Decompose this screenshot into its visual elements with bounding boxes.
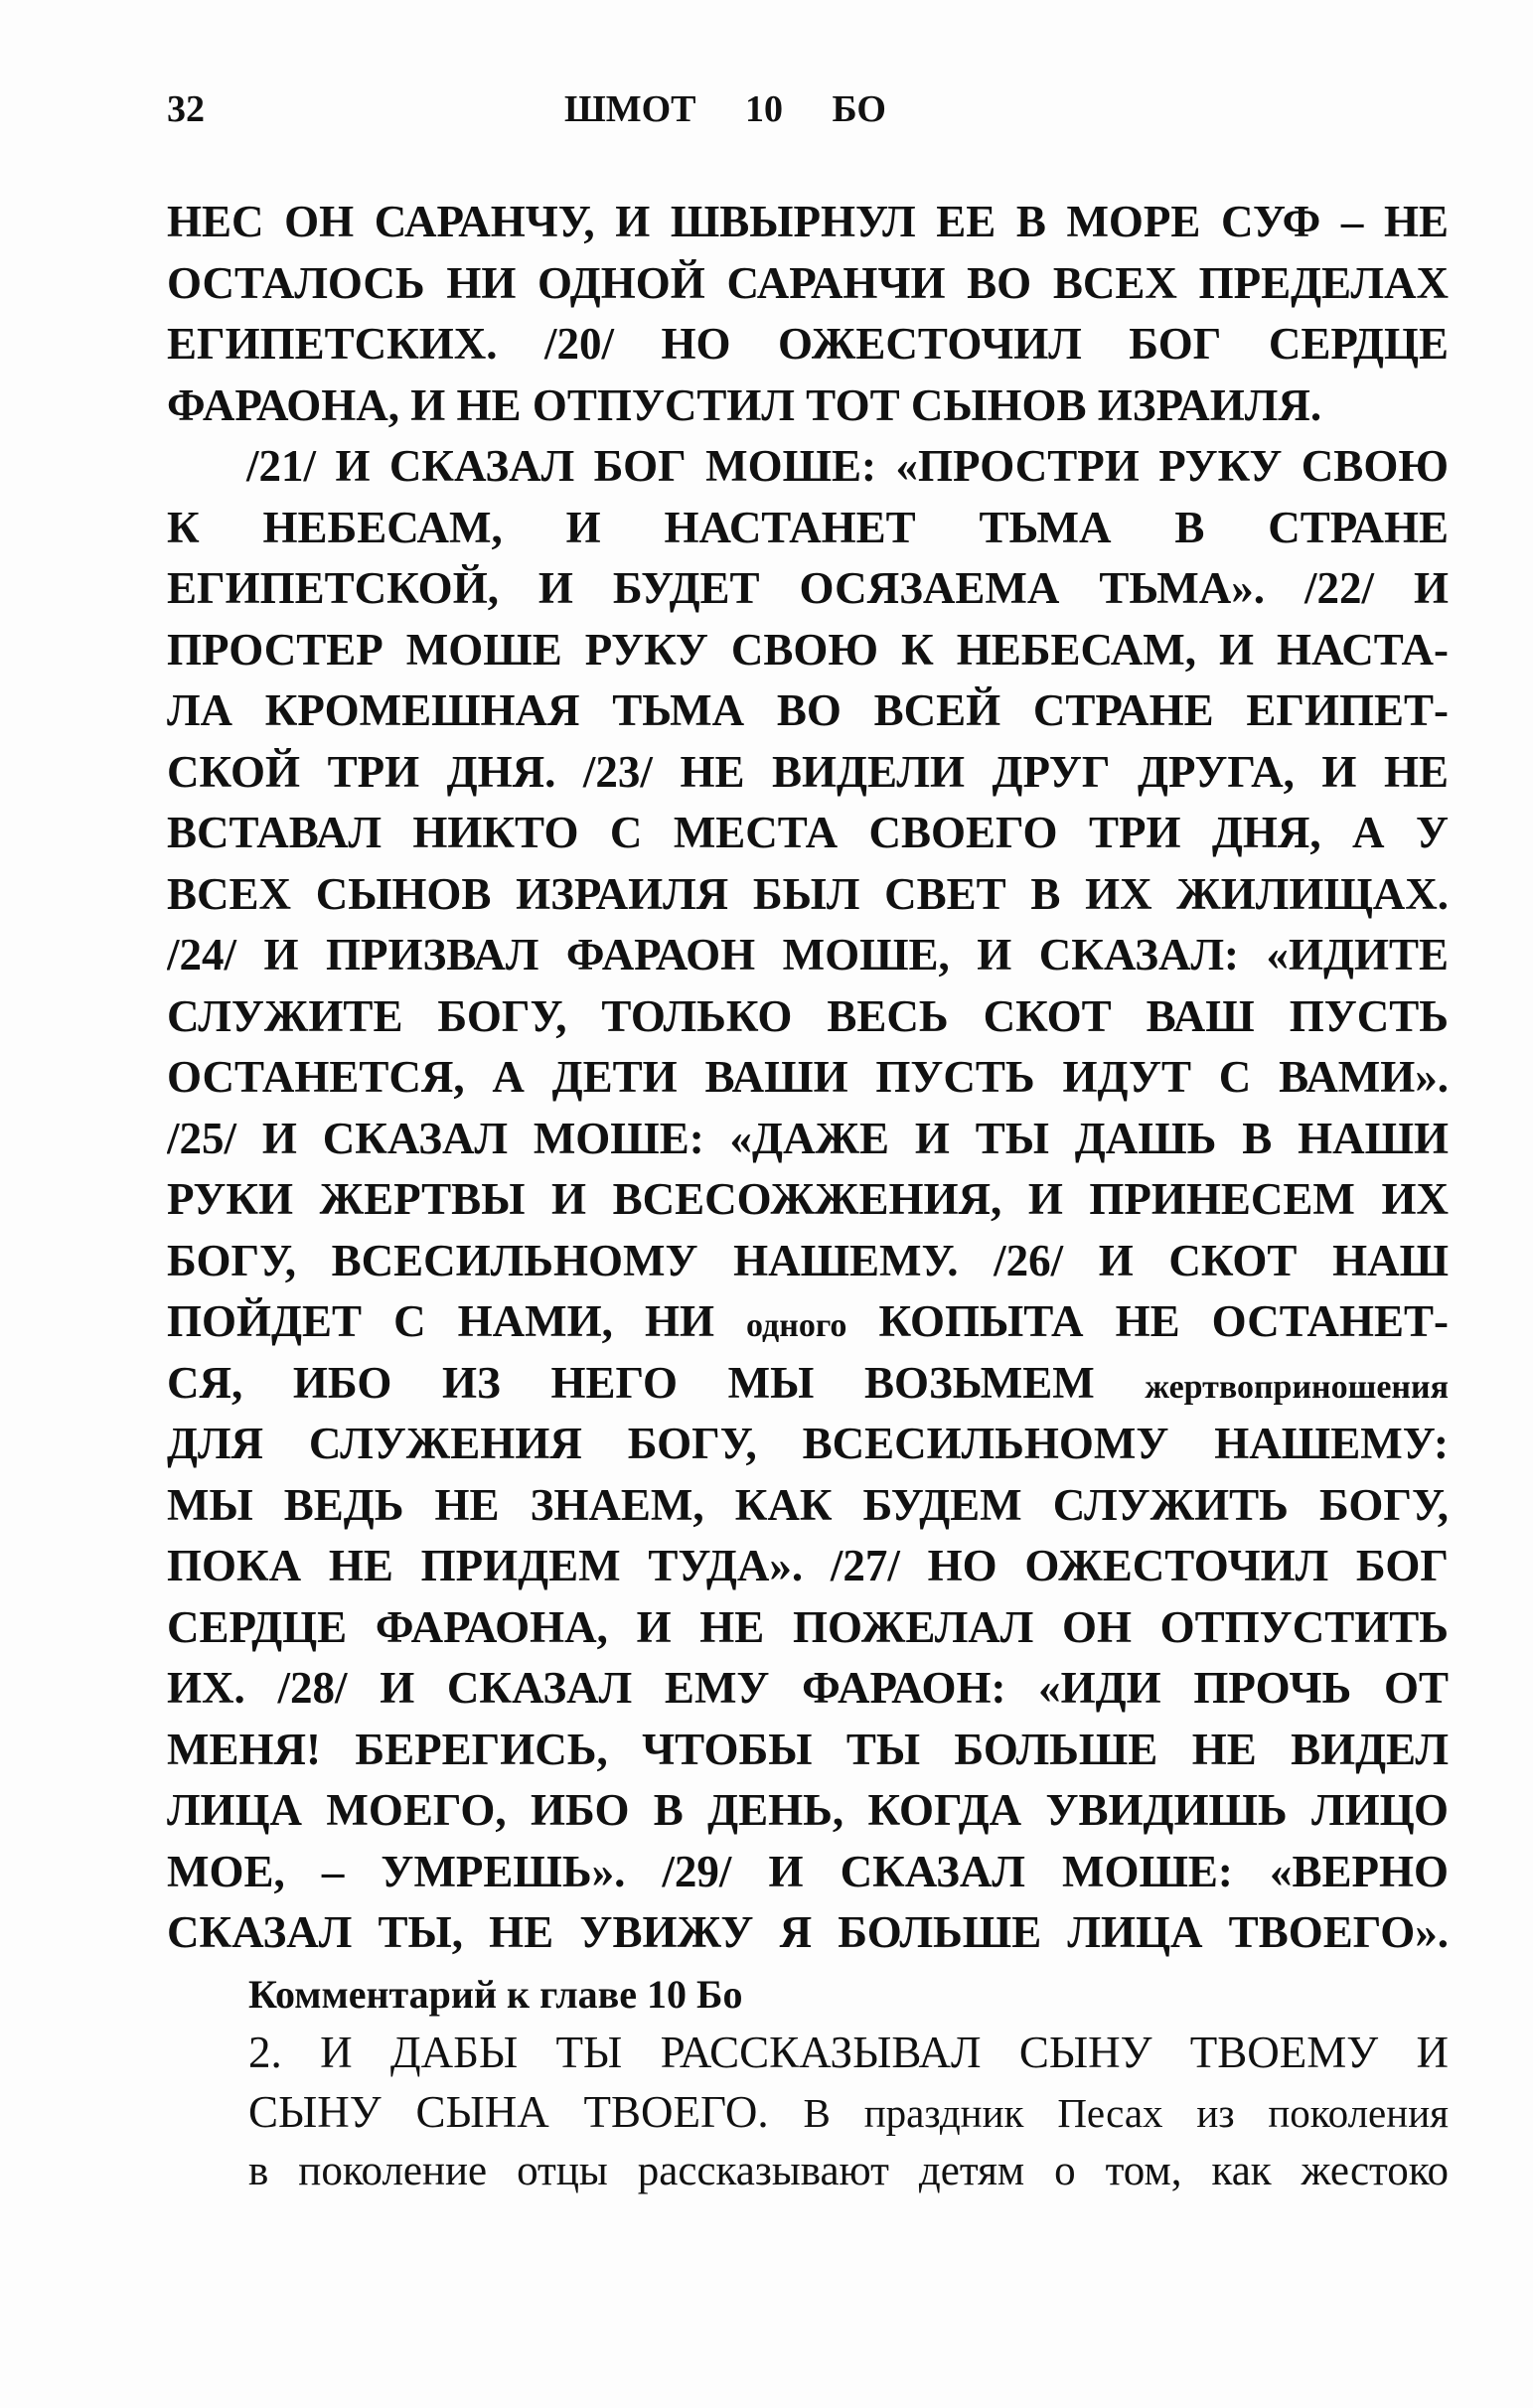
text-line: ПРОСТЕР МОШЕ РУКУ СВОЮ К НЕБЕСАМ, И НАСТА- xyxy=(167,624,1449,675)
text-line: СЕРДЦЕ ФАРАОНА, И НЕ ПОЖЕЛАЛ ОН ОТПУСТИТЬ xyxy=(167,1601,1449,1652)
text-line: МЕНЯ! БЕРЕГИСЬ, ЧТОБЫ ТЫ БОЛЬШЕ НЕ ВИДЕЛ xyxy=(167,1724,1449,1774)
text-line: РУКИ ЖЕРТВЫ И ВСЕСОЖЖЕНИЯ, И ПРИНЕСЕМ ИХ xyxy=(167,1174,1449,1224)
text-line: СЛУЖИТЕ БОГУ, ТОЛЬКО ВЕСЬ СКОТ ВАШ ПУСТЬ xyxy=(167,990,1449,1041)
page-number: 32 xyxy=(167,88,205,130)
text-fragment: КОПЫТА НЕ ОСТАНЕТ- xyxy=(878,1296,1449,1346)
text-line: СКАЗАЛ ТЫ, НЕ УВИЖУ Я БОЛЬШЕ ЛИЦА ТВОЕГО». xyxy=(167,1907,1449,1957)
text-line: СКОЙ ТРИ ДНЯ. /23/ НЕ ВИДЕЛИ ДРУГ ДРУГА, И НЕ xyxy=(167,746,1449,797)
text-line: /24/ И ПРИЗВАЛ ФАРАОН МОШЕ, И СКАЗАЛ: «ИДИТЕ xyxy=(167,930,1449,979)
text-fragment: ПОЙДЕТ С НАМИ, НИ xyxy=(167,1296,714,1346)
small-word: одного xyxy=(746,1307,847,1344)
text-line: ИХ. /28/ И СКАЗАЛ ЕМУ ФАРАОН: «ИДИ ПРОЧЬ ОТ xyxy=(167,1663,1449,1713)
text-line: ЛИЦА МОЕГО, ИБО В ДЕНЬ, КОГДА УВИДИШЬ ЛИЦО xyxy=(167,1785,1449,1835)
text-line: БОГУ, ВСЕСИЛЬНОМУ НАШЕМУ. /26/ И СКОТ НАШ xyxy=(167,1235,1449,1285)
small-word: жертвоприношения xyxy=(1145,1368,1449,1406)
page-header xyxy=(167,87,1449,137)
text-line: /25/ И СКАЗАЛ МОШЕ: «ДАЖЕ И ТЫ ДАШЬ В НАШИ xyxy=(167,1113,1449,1163)
text-line: ОСТАЛОСЬ НИ ОДНОЙ САРАНЧИ ВО ВСЕХ ПРЕДЕЛАХ xyxy=(167,257,1449,308)
commentary-line xyxy=(248,2082,1449,2142)
text-line: К НЕБЕСАМ, И НАСТАНЕТ ТЬМА В СТРАНЕ xyxy=(167,502,1449,552)
text-line: ОСТАНЕТСЯ, А ДЕТИ ВАШИ ПУСТЬ ИДУТ С ВАМИ». xyxy=(167,1052,1449,1102)
text-line: ФАРАОНА, И НЕ ОТПУСТИЛ ТОТ СЫНОВ ИЗРАИЛЯ. xyxy=(167,379,1322,430)
text-line: МЫ ВЕДЬ НЕ ЗНАЕМ, КАК БУДЕМ СЛУЖИТЬ БОГУ, xyxy=(167,1479,1449,1530)
commentary-line: в поколение отцы рассказывают детям о том, как жестоко xyxy=(248,2148,1449,2194)
commentary-section xyxy=(248,1967,1449,2201)
scripture-text xyxy=(167,192,1449,1964)
text-line xyxy=(167,1353,1449,1415)
text-line: ЛА КРОМЕШНАЯ ТЬМА ВО ВСЕЙ СТРАНЕ ЕГИПЕТ- xyxy=(167,685,1449,735)
text-fragment: СЯ, ИБО ИЗ НЕГО МЫ ВОЗЬМЕМ xyxy=(167,1357,1095,1408)
text-line: ПОКА НЕ ПРИДЕМ ТУДА». /27/ НО ОЖЕСТОЧИЛ БОГ xyxy=(167,1541,1449,1590)
commentary-text-fragment: В праздник Песах из поколения xyxy=(803,2090,1449,2136)
text-line: ЕГИПЕТСКИХ. /20/ НО ОЖЕСТОЧИЛ БОГ СЕРДЦЕ xyxy=(167,319,1449,369)
text-line: НЕС ОН САРАНЧУ, И ШВЫРНУЛ ЕЕ В МОРЕ СУФ – НЕ xyxy=(167,197,1449,246)
commentary-caps-fragment: СЫНУ СЫНА ТВОЕГО. xyxy=(248,2087,769,2137)
text-line: ВСЕХ СЫНОВ ИЗРАИЛЯ БЫЛ СВЕТ В ИХ ЖИЛИЩАХ. xyxy=(167,868,1449,919)
commentary-heading: Комментарий к главе 10 Бо xyxy=(248,1972,743,2017)
text-line xyxy=(167,1291,1449,1353)
commentary-line: 2. И ДАБЫ ТЫ РАССКАЗЫВАЛ СЫНУ ТВОЕМУ И xyxy=(248,2028,1449,2077)
text-line: ЕГИПЕТСКОЙ, И БУДЕТ ОСЯЗАЕМА ТЬМА». /22/ И xyxy=(167,563,1449,613)
text-line: ДЛЯ СЛУЖЕНИЯ БОГУ, ВСЕСИЛЬНОМУ НАШЕМУ: xyxy=(167,1419,1449,1468)
text-line: ВСТАВАЛ НИКТО С МЕСТА СВОЕГО ТРИ ДНЯ, А У xyxy=(167,808,1449,857)
text-line: /21/ И СКАЗАЛ БОГ МОШЕ: «ПРОСТРИ РУКУ СВОЮ xyxy=(246,441,1449,491)
text-line: МОЕ, – УМРЕШЬ». /29/ И СКАЗАЛ МОШЕ: «ВЕРНО xyxy=(167,1846,1449,1896)
running-title: ШМОТ 10 БО xyxy=(564,88,886,130)
